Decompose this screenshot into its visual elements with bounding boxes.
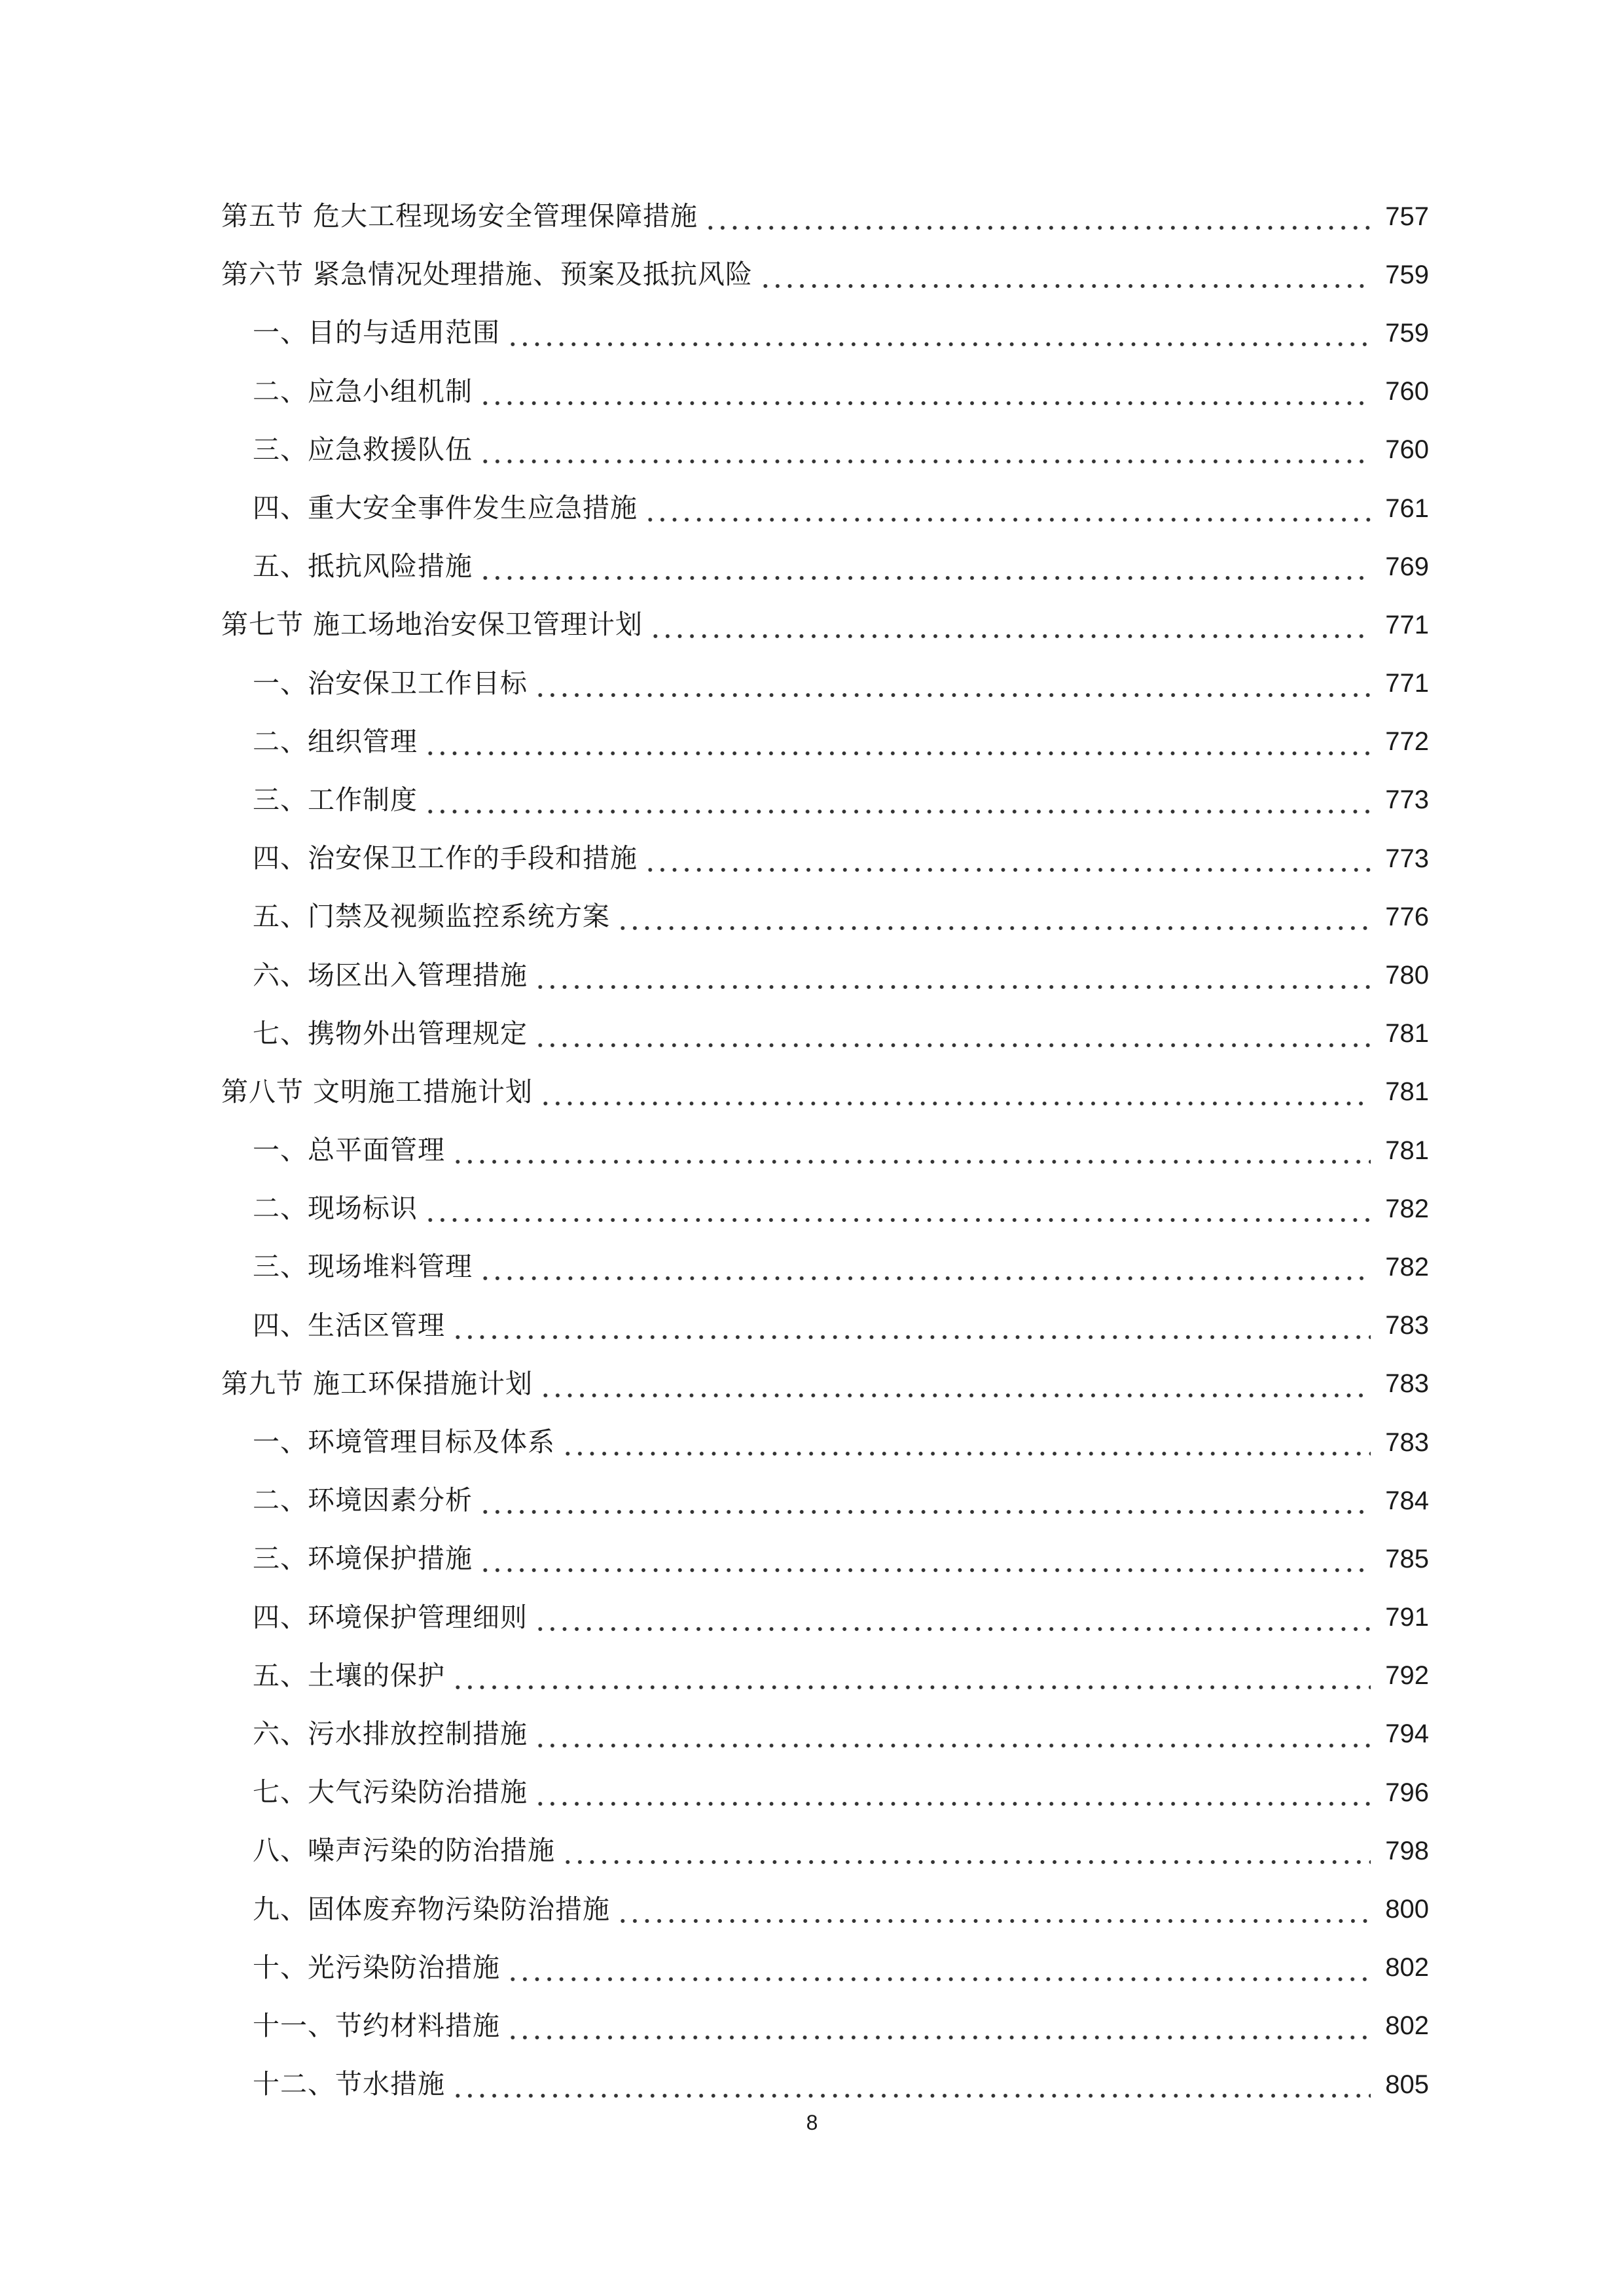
dot-leader <box>507 1954 1371 1981</box>
toc-entry-label: 六、场区出入管理措施 <box>253 959 528 991</box>
toc-entry-label: 二、应急小组机制 <box>253 375 473 407</box>
toc-entry-label: 三、现场堆料管理 <box>253 1251 473 1283</box>
dot-leader <box>452 1312 1371 1339</box>
page-number: 8 <box>806 2111 818 2134</box>
dot-leader <box>617 1896 1371 1923</box>
toc-entry-label: 七、大气污染防治措施 <box>253 1776 528 1808</box>
dot-leader <box>479 553 1371 580</box>
toc-subsection-entry[interactable] <box>221 537 1429 596</box>
dot-leader <box>424 1195 1371 1222</box>
toc-entry-page-number: 802 <box>1385 2011 1429 2041</box>
toc-entry-label: 八、噪声污染的防治措施 <box>253 1835 555 1867</box>
toc-entry-label: 二、环境因素分析 <box>253 1484 473 1516</box>
toc-entry-page-number: 776 <box>1385 902 1429 931</box>
dot-leader <box>452 1137 1371 1164</box>
toc-section-entry[interactable] <box>221 596 1429 654</box>
dot-leader <box>534 1604 1371 1631</box>
toc-entry-page-number: 757 <box>1385 202 1429 231</box>
dot-leader <box>534 1779 1371 1806</box>
toc-subsection-entry[interactable] <box>221 946 1429 1004</box>
toc-entry-page-number: 759 <box>1385 260 1429 289</box>
toc-entry-page-number: 760 <box>1385 435 1429 465</box>
toc-entry-label: 一、治安保卫工作目标 <box>253 667 528 699</box>
toc-entry-page-number: 781 <box>1385 1077 1429 1107</box>
dot-leader <box>452 1662 1371 1689</box>
toc-entry-page-number: 761 <box>1385 493 1429 523</box>
dot-leader <box>644 845 1371 872</box>
toc-entry-page-number: 781 <box>1385 1136 1429 1165</box>
toc-entry-page-number: 760 <box>1385 377 1429 406</box>
toc-entry-page-number: 798 <box>1385 1836 1429 1865</box>
dot-leader <box>479 378 1371 405</box>
dot-leader <box>452 2071 1371 2098</box>
toc-entry-label: 六、污水排放控制措施 <box>253 1717 528 1749</box>
toc-entry-label: 第八节 文明施工措施计划 <box>221 1075 533 1107</box>
toc-entry-page-number: 782 <box>1385 1252 1429 1282</box>
toc-subsection-entry[interactable] <box>221 1413 1429 1471</box>
toc-subsection-entry[interactable] <box>221 2055 1429 2113</box>
toc-entry-page-number: 783 <box>1385 1369 1429 1399</box>
toc-subsection-entry[interactable] <box>221 1997 1429 2055</box>
dot-leader <box>539 1371 1371 1397</box>
toc-entry-page-number: 780 <box>1385 961 1429 990</box>
dot-leader <box>562 1429 1371 1456</box>
toc-subsection-entry[interactable] <box>221 713 1429 771</box>
toc-entry-page-number: 791 <box>1385 1603 1429 1632</box>
toc-entry-page-number: 771 <box>1385 669 1429 698</box>
toc-subsection-entry[interactable] <box>221 1647 1429 1705</box>
toc-entry-page-number: 794 <box>1385 1719 1429 1749</box>
toc-section-entry[interactable] <box>221 245 1429 304</box>
toc-entry-label: 第九节 施工环保措施计划 <box>221 1367 533 1399</box>
dot-leader <box>479 1487 1371 1514</box>
dot-leader <box>479 1253 1371 1280</box>
dot-leader <box>617 903 1371 930</box>
toc-subsection-entry[interactable] <box>221 655 1429 713</box>
toc-entry-page-number: 784 <box>1385 1486 1429 1515</box>
toc-subsection-entry[interactable] <box>221 888 1429 946</box>
toc-subsection-entry[interactable] <box>221 1179 1429 1238</box>
toc-entry-label: 四、环境保护管理细则 <box>253 1601 528 1633</box>
toc-entry-label: 五、土壤的保护 <box>253 1659 445 1691</box>
toc-entry-label: 一、环境管理目标及体系 <box>253 1426 555 1458</box>
toc-entry-page-number: 792 <box>1385 1661 1429 1691</box>
toc-entry-label: 第六节 紧急情况处理措施、预案及抵抗风险 <box>221 259 753 291</box>
dot-leader <box>534 670 1371 697</box>
toc-subsection-entry[interactable] <box>221 1939 1429 1997</box>
toc-entry-page-number: 782 <box>1385 1194 1429 1223</box>
toc-subsection-entry[interactable] <box>221 363 1429 421</box>
toc-entry-label: 十、光污染防治措施 <box>253 1951 500 1983</box>
toc-entry-label: 九、固体废弃物污染防治措施 <box>253 1893 610 1925</box>
dot-leader <box>424 728 1371 755</box>
toc-entry-label: 十二、节水措施 <box>253 2068 445 2100</box>
toc-section-entry[interactable] <box>221 1063 1429 1121</box>
toc-subsection-entry[interactable] <box>221 1238 1429 1296</box>
toc-entry-page-number: 771 <box>1385 610 1429 639</box>
toc-subsection-entry[interactable] <box>221 1530 1429 1588</box>
dot-leader <box>562 1837 1371 1864</box>
dot-leader <box>424 787 1371 814</box>
dot-leader <box>534 1020 1371 1047</box>
toc-entry-page-number: 783 <box>1385 1427 1429 1457</box>
toc-section-entry[interactable] <box>221 187 1429 245</box>
toc-entry-page-number: 802 <box>1385 1953 1429 1982</box>
toc-subsection-entry[interactable] <box>221 304 1429 362</box>
toc-entry-page-number: 805 <box>1385 2070 1429 2099</box>
toc-entry-label: 二、组织管理 <box>253 725 418 757</box>
toc-entry-label: 七、携物外出管理规定 <box>253 1017 528 1049</box>
toc-subsection-entry[interactable] <box>221 1005 1429 1063</box>
toc-subsection-entry[interactable] <box>221 479 1429 537</box>
dot-leader <box>479 437 1371 463</box>
toc-subsection-entry[interactable] <box>221 771 1429 829</box>
dot-leader <box>644 495 1371 522</box>
toc-entry-page-number: 773 <box>1385 785 1429 815</box>
toc-entry-page-number: 773 <box>1385 844 1429 873</box>
toc-entry-label: 第五节 危大工程现场安全管理保障措施 <box>221 200 698 232</box>
toc-entry-page-number: 769 <box>1385 552 1429 581</box>
toc-subsection-entry[interactable] <box>221 1471 1429 1530</box>
dot-leader <box>507 2013 1371 2039</box>
toc-entry-label: 十一、节约材料措施 <box>253 2009 500 2041</box>
toc-entry-label: 三、环境保护措施 <box>253 1543 473 1575</box>
toc-entry-page-number: 785 <box>1385 1544 1429 1573</box>
dot-leader <box>539 1079 1371 1105</box>
toc-entry-label: 第七节 施工场地治安保卫管理计划 <box>221 609 643 641</box>
toc-entry-page-number: 781 <box>1385 1019 1429 1049</box>
toc-subsection-entry[interactable] <box>221 1121 1429 1179</box>
toc-entry-page-number: 796 <box>1385 1778 1429 1807</box>
toc-subsection-entry[interactable] <box>221 1297 1429 1355</box>
table-of-contents <box>221 187 1429 2113</box>
toc-subsection-entry[interactable] <box>221 1821 1429 1880</box>
toc-subsection-entry[interactable] <box>221 1588 1429 1647</box>
toc-entry-label: 五、抵抗风险措施 <box>253 550 473 583</box>
toc-entry-page-number: 783 <box>1385 1311 1429 1340</box>
dot-leader <box>759 261 1371 288</box>
toc-section-entry[interactable] <box>221 1355 1429 1413</box>
toc-entry-label: 三、工作制度 <box>253 783 418 816</box>
toc-entry-label: 四、重大安全事件发生应急措施 <box>253 492 638 524</box>
toc-entry-label: 一、总平面管理 <box>253 1134 445 1166</box>
toc-entry-page-number: 759 <box>1385 318 1429 348</box>
toc-entry-label: 五、门禁及视频监控系统方案 <box>253 901 610 933</box>
toc-subsection-entry[interactable] <box>221 421 1429 479</box>
toc-entry-label: 四、治安保卫工作的手段和措施 <box>253 842 638 874</box>
toc-subsection-entry[interactable] <box>221 829 1429 888</box>
toc-entry-label: 三、应急救援队伍 <box>253 433 473 465</box>
toc-subsection-entry[interactable] <box>221 1880 1429 1938</box>
toc-entry-page-number: 772 <box>1385 727 1429 757</box>
dot-leader <box>507 319 1371 346</box>
toc-entry-label: 一、目的与适用范围 <box>253 317 500 349</box>
toc-entry-label: 二、现场标识 <box>253 1193 418 1225</box>
toc-entry-page-number: 800 <box>1385 1895 1429 1924</box>
dot-leader <box>534 1721 1371 1748</box>
toc-subsection-entry[interactable] <box>221 1763 1429 1821</box>
toc-subsection-entry[interactable] <box>221 1705 1429 1763</box>
dot-leader <box>534 962 1371 989</box>
dot-leader <box>704 203 1371 230</box>
toc-entry-label: 四、生活区管理 <box>253 1309 445 1341</box>
dot-leader <box>479 1545 1371 1572</box>
dot-leader <box>649 611 1371 638</box>
